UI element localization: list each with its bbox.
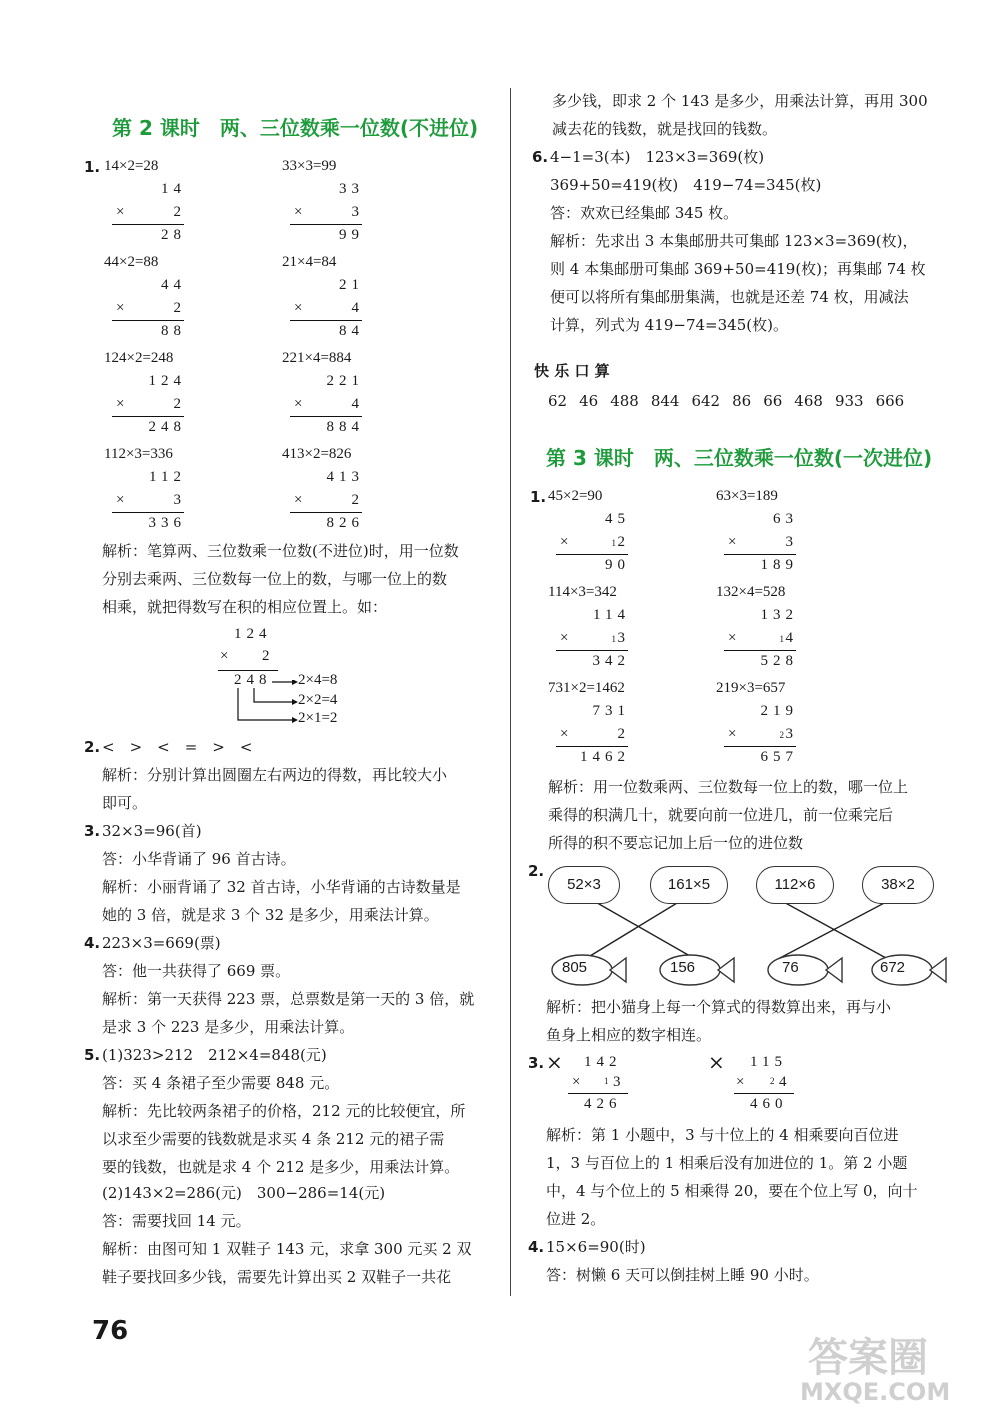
calc-equation: 219×3=657 <box>716 680 786 696</box>
calc-bar <box>724 554 796 555</box>
calc-bar <box>724 650 796 651</box>
analysis-line: 便可以将所有集邮册集满，也就是还差 74 枚，用减法 <box>550 288 909 306</box>
calc-equation: 21×4=84 <box>282 254 337 270</box>
q6-equation: 4−1=3(本) 123×3=369(枚) <box>550 148 765 166</box>
calc-top-number: 413 <box>326 469 364 485</box>
calc-equation: 33×3=99 <box>282 158 337 174</box>
calc-result: 342 <box>592 653 630 669</box>
analysis-line: 解析：笔算两、三位数乘一位数(不进位)时，用一位数 <box>102 542 459 560</box>
calc-bar <box>568 1093 628 1094</box>
carry-digit: 1 <box>604 1076 609 1086</box>
example-step: 2×2=4 <box>298 692 338 708</box>
calc-equation: 124×2=248 <box>104 350 174 366</box>
times-sign: × <box>220 648 229 664</box>
q4-equation: 223×3=669(票) <box>102 934 221 952</box>
wrong-mark-icon: × <box>546 1050 563 1074</box>
q4-label: 4. <box>528 1238 545 1256</box>
q3-label: 3. <box>84 822 101 840</box>
watermark-url: MXQE.COM <box>800 1378 951 1406</box>
fish-76: 76 <box>782 959 799 976</box>
q3-multiplier: 3 <box>613 1074 621 1090</box>
q3-multiplier: 4 <box>779 1074 787 1090</box>
calc-result: 90 <box>605 557 630 573</box>
carry-digit: 2 <box>770 1076 775 1086</box>
times-sign: × <box>728 726 737 742</box>
calc-multiplier: 2 <box>617 534 630 550</box>
analysis-line: 鞋子要找回多少钱，需要先计算出买 2 双鞋子一共花 <box>102 1268 452 1286</box>
analysis-line: 解析：第一天获得 223 票，总票数是第一天的 3 倍，就 <box>102 990 475 1008</box>
calc-result: 1462 <box>580 749 630 765</box>
carry-digit: 1 <box>611 634 616 644</box>
q1-label: 1. <box>84 158 101 176</box>
carry-digit: 1 <box>611 538 616 548</box>
lesson3-title: 第 3 课时 两、三位数乘一位数(一次进位) <box>546 446 933 470</box>
calc-top-number: 221 <box>326 373 364 389</box>
mental-math-title: 快 乐 口 算 <box>534 362 610 380</box>
calc-result: 826 <box>326 515 364 531</box>
times-sign: × <box>560 534 569 550</box>
calc-equation: 413×2=826 <box>282 446 352 462</box>
q5-continuation: 多少钱，即求 2 个 143 是多少，用乘法计算，再用 300 <box>552 92 928 110</box>
calc-result: 189 <box>760 557 798 573</box>
q4-equation: 15×6=90(时) <box>546 1238 646 1256</box>
times-sign: × <box>294 396 303 412</box>
analysis-line: 中，4 与个位上的 5 相乘得 20，要在个位上写 0，向十 <box>546 1182 918 1200</box>
q1-label: 1. <box>530 488 547 506</box>
mental-answer: 844 <box>650 392 680 410</box>
fish-672: 672 <box>880 959 906 976</box>
q4-label: 4. <box>84 934 101 952</box>
mental-answer: 642 <box>691 392 721 410</box>
calc-bar <box>218 670 278 671</box>
calc-bar <box>290 416 362 417</box>
calc-top-number: 63 <box>773 511 798 527</box>
times-sign: × <box>736 1074 745 1090</box>
mental-answer: 468 <box>794 392 823 410</box>
calc-equation: 132×4=528 <box>716 584 786 600</box>
calc-bar <box>290 224 362 225</box>
analysis-line: 乘得的积满几十，就要向前一位进几，前一位乘完后 <box>548 806 894 824</box>
calc-multiplier: 4 <box>351 300 364 316</box>
calc-top-number: 21 <box>339 277 364 293</box>
page-number: 76 <box>92 1316 129 1346</box>
calc-multiplier: 3 <box>617 630 630 646</box>
calc-equation: 112×3=336 <box>104 446 173 462</box>
carry-digit: 2 <box>779 730 784 740</box>
calc-bar <box>112 512 184 513</box>
calc-multiplier: 4 <box>785 630 798 646</box>
calc-multiplier: 3 <box>785 534 798 550</box>
times-sign: × <box>294 204 303 220</box>
analysis-line: 计算，列式为 419−74=345(枚)。 <box>550 316 788 334</box>
calc-bar <box>112 416 184 417</box>
times-sign: × <box>116 492 125 508</box>
calc-equation: 45×2=90 <box>548 488 603 504</box>
mental-answer: 62 <box>548 392 568 410</box>
calc-top-number: 112 <box>149 469 186 485</box>
analysis-line: 1，3 与百位上的 1 相乘后没有加进位的 1。第 2 小题 <box>546 1154 908 1172</box>
wrong-mark-icon: × <box>708 1050 725 1074</box>
calc-top-number: 45 <box>605 511 630 527</box>
watermark-logo: 答案圈 <box>808 1335 928 1381</box>
fish-icon <box>866 950 950 990</box>
times-sign: × <box>294 492 303 508</box>
carry-digit: 1 <box>779 634 784 644</box>
q5-equation: (1)323>212 212×4=848(元) <box>102 1046 327 1064</box>
calc-multiplier: 2 <box>173 396 186 412</box>
q6-equation-2: 369+50=419(枚) 419−74=345(枚) <box>550 176 822 194</box>
analysis-line: 解析：分别计算出圆圈左右两边的得数，再比较大小 <box>102 766 448 784</box>
calc-result: 336 <box>148 515 186 531</box>
calc-top-number: 33 <box>339 181 364 197</box>
example-top: 124 <box>234 626 272 642</box>
example-step: 2×1=2 <box>298 710 338 726</box>
cat-38x2: 38×2 <box>862 866 934 904</box>
calc-bar <box>112 320 184 321</box>
cat-112x6: 112×6 <box>756 866 834 904</box>
calc-result: 99 <box>339 227 364 243</box>
fish-805: 805 <box>562 959 588 976</box>
q2-label: 2. <box>84 738 101 756</box>
calc-top-number: 731 <box>592 703 630 719</box>
calc-multiplier: 2 <box>351 492 364 508</box>
calc-result: 88 <box>161 323 186 339</box>
calc-bar <box>556 650 628 651</box>
fish-icon <box>762 950 846 990</box>
q3-answer: 答：小华背诵了 96 首古诗。 <box>102 850 296 868</box>
mental-answer: 488 <box>610 392 639 410</box>
analysis-line: 以求至少需要的钱数就是求买 4 条 212 元的裙子需 <box>102 1130 445 1148</box>
example-arrows <box>230 680 300 730</box>
q3-equation: 32×3=96(首) <box>102 822 202 840</box>
mental-answer: 86 <box>732 392 752 410</box>
times-sign: × <box>560 630 569 646</box>
mental-answer: 66 <box>763 392 783 410</box>
analysis-line: 解析：把小猫身上每一个算式的得数算出来，再与小 <box>546 998 892 1016</box>
q6-answer: 答：欢欢已经集邮 345 枚。 <box>550 204 739 222</box>
calc-bar <box>290 512 362 513</box>
calc-result: 657 <box>760 749 798 765</box>
q5-equation-2: (2)143×2=286(元) 300−286=14(元) <box>102 1184 386 1202</box>
q3-result: 460 <box>750 1096 788 1112</box>
q3-top: 115 <box>750 1054 787 1070</box>
analysis-line: 即可。 <box>102 794 148 812</box>
q2-label: 2. <box>528 862 545 880</box>
example-step: 2×4=8 <box>298 672 338 688</box>
times-sign: × <box>560 726 569 742</box>
analysis-line: 相乘，就把得数写在积的相应位置上。如： <box>102 598 388 616</box>
example-result: 248 <box>234 672 272 688</box>
calc-bar <box>290 320 362 321</box>
q2-answer: < > < = > < <box>102 738 253 756</box>
cat-52x3: 52×3 <box>548 866 620 904</box>
calc-equation: 14×2=28 <box>104 158 159 174</box>
lesson2-title: 第 2 课时 两、三位数乘一位数(不进位) <box>112 116 479 140</box>
times-sign: × <box>294 300 303 316</box>
calc-top-number: 44 <box>161 277 186 293</box>
calc-top-number: 124 <box>148 373 186 389</box>
calc-result: 248 <box>148 419 186 435</box>
calc-equation: 44×2=88 <box>104 254 159 270</box>
q4-answer: 答：他一共获得了 669 票。 <box>102 962 291 980</box>
q3-result: 426 <box>584 1096 622 1112</box>
q5-label: 5. <box>84 1046 101 1064</box>
calc-top-number: 219 <box>760 703 798 719</box>
times-sign: × <box>116 300 125 316</box>
calc-equation: 114×3=342 <box>548 584 617 600</box>
analysis-line: 要的钱数，也就是求 4 个 212 是多少，用乘法计算。 <box>102 1158 460 1176</box>
calc-result: 28 <box>161 227 186 243</box>
calc-multiplier: 2 <box>173 300 186 316</box>
mental-answer: 933 <box>834 392 864 410</box>
analysis-line: 解析：先比较两条裙子的价格，212 元的比较便宜，所 <box>102 1102 466 1120</box>
fish-icon <box>546 950 630 990</box>
q5-answer: 答：买 4 条裙子至少需要 848 元。 <box>102 1074 340 1092</box>
calc-equation: 731×2=1462 <box>548 680 625 696</box>
example-multiplier: 2 <box>262 648 270 664</box>
calc-bar <box>556 746 628 747</box>
mental-math-answers <box>548 392 904 410</box>
q5-continuation: 减去花的钱数，就是找回的钱数。 <box>552 120 778 138</box>
calc-bar <box>112 224 184 225</box>
calc-top-number: 114 <box>593 607 630 623</box>
calc-multiplier: 3 <box>173 492 186 508</box>
calc-result: 528 <box>760 653 798 669</box>
calc-bar <box>724 746 796 747</box>
calc-bar <box>556 554 628 555</box>
calc-result: 84 <box>339 323 364 339</box>
analysis-line: 她的 3 倍，就是求 3 个 32 是多少，用乘法计算。 <box>102 906 439 924</box>
times-sign: × <box>728 534 737 550</box>
calc-multiplier: 4 <box>351 396 364 412</box>
analysis-line: 解析：由图可知 1 双鞋子 143 元，求拿 300 元买 2 双 <box>102 1240 472 1258</box>
calc-result: 884 <box>326 419 364 435</box>
calc-top-number: 132 <box>760 607 798 623</box>
times-sign: × <box>728 630 737 646</box>
calc-top-number: 14 <box>161 181 186 197</box>
calc-equation: 221×4=884 <box>282 350 352 366</box>
calc-multiplier: 2 <box>617 726 630 742</box>
q6-label: 6. <box>532 148 549 166</box>
fish-156: 156 <box>670 959 696 976</box>
q3-label: 3. <box>528 1054 545 1072</box>
column-divider <box>510 88 511 1296</box>
cat-161x5: 161×5 <box>650 866 728 904</box>
analysis-line: 是求 3 个 223 是多少，用乘法计算。 <box>102 1018 355 1036</box>
analysis-line: 鱼身上相应的数字相连。 <box>546 1026 712 1044</box>
times-sign: × <box>116 396 125 412</box>
analysis-line: 位进 2。 <box>546 1210 606 1228</box>
analysis-line: 所得的积不要忘记加上后一位的进位数 <box>548 834 804 852</box>
analysis-line: 分别去乘两、三位数每一位上的数，与哪一位上的数 <box>102 570 448 588</box>
analysis-line: 解析：小丽背诵了 32 首古诗，小华背诵的古诗数量是 <box>102 878 461 896</box>
fish-icon <box>654 950 738 990</box>
analysis-line: 解析：用一位数乘两、三位数每一位上的数，哪一位上 <box>548 778 909 796</box>
q3-top: 142 <box>584 1054 622 1070</box>
analysis-line: 解析：先求出 3 本集邮册共可集邮 123×3=369(枚)， <box>550 232 918 250</box>
mental-answer: 46 <box>579 392 599 410</box>
calc-multiplier: 3 <box>785 726 798 742</box>
calc-bar <box>734 1093 794 1094</box>
times-sign: × <box>116 204 125 220</box>
q5-answer-2: 答：需要找回 14 元。 <box>102 1212 251 1230</box>
analysis-line: 则 4 本集邮册可集邮 369+50=419(枚)；再集邮 74 枚 <box>550 260 926 278</box>
analysis-line: 解析：第 1 小题中，3 与十位上的 4 相乘要向百位进 <box>546 1126 899 1144</box>
calc-multiplier: 3 <box>351 204 364 220</box>
calc-multiplier: 2 <box>173 204 186 220</box>
times-sign: × <box>572 1074 581 1090</box>
q4-answer: 答：树懒 6 天可以倒挂树上睡 90 小时。 <box>546 1266 819 1284</box>
mental-answer: 666 <box>875 392 905 410</box>
calc-equation: 63×3=189 <box>716 488 778 504</box>
